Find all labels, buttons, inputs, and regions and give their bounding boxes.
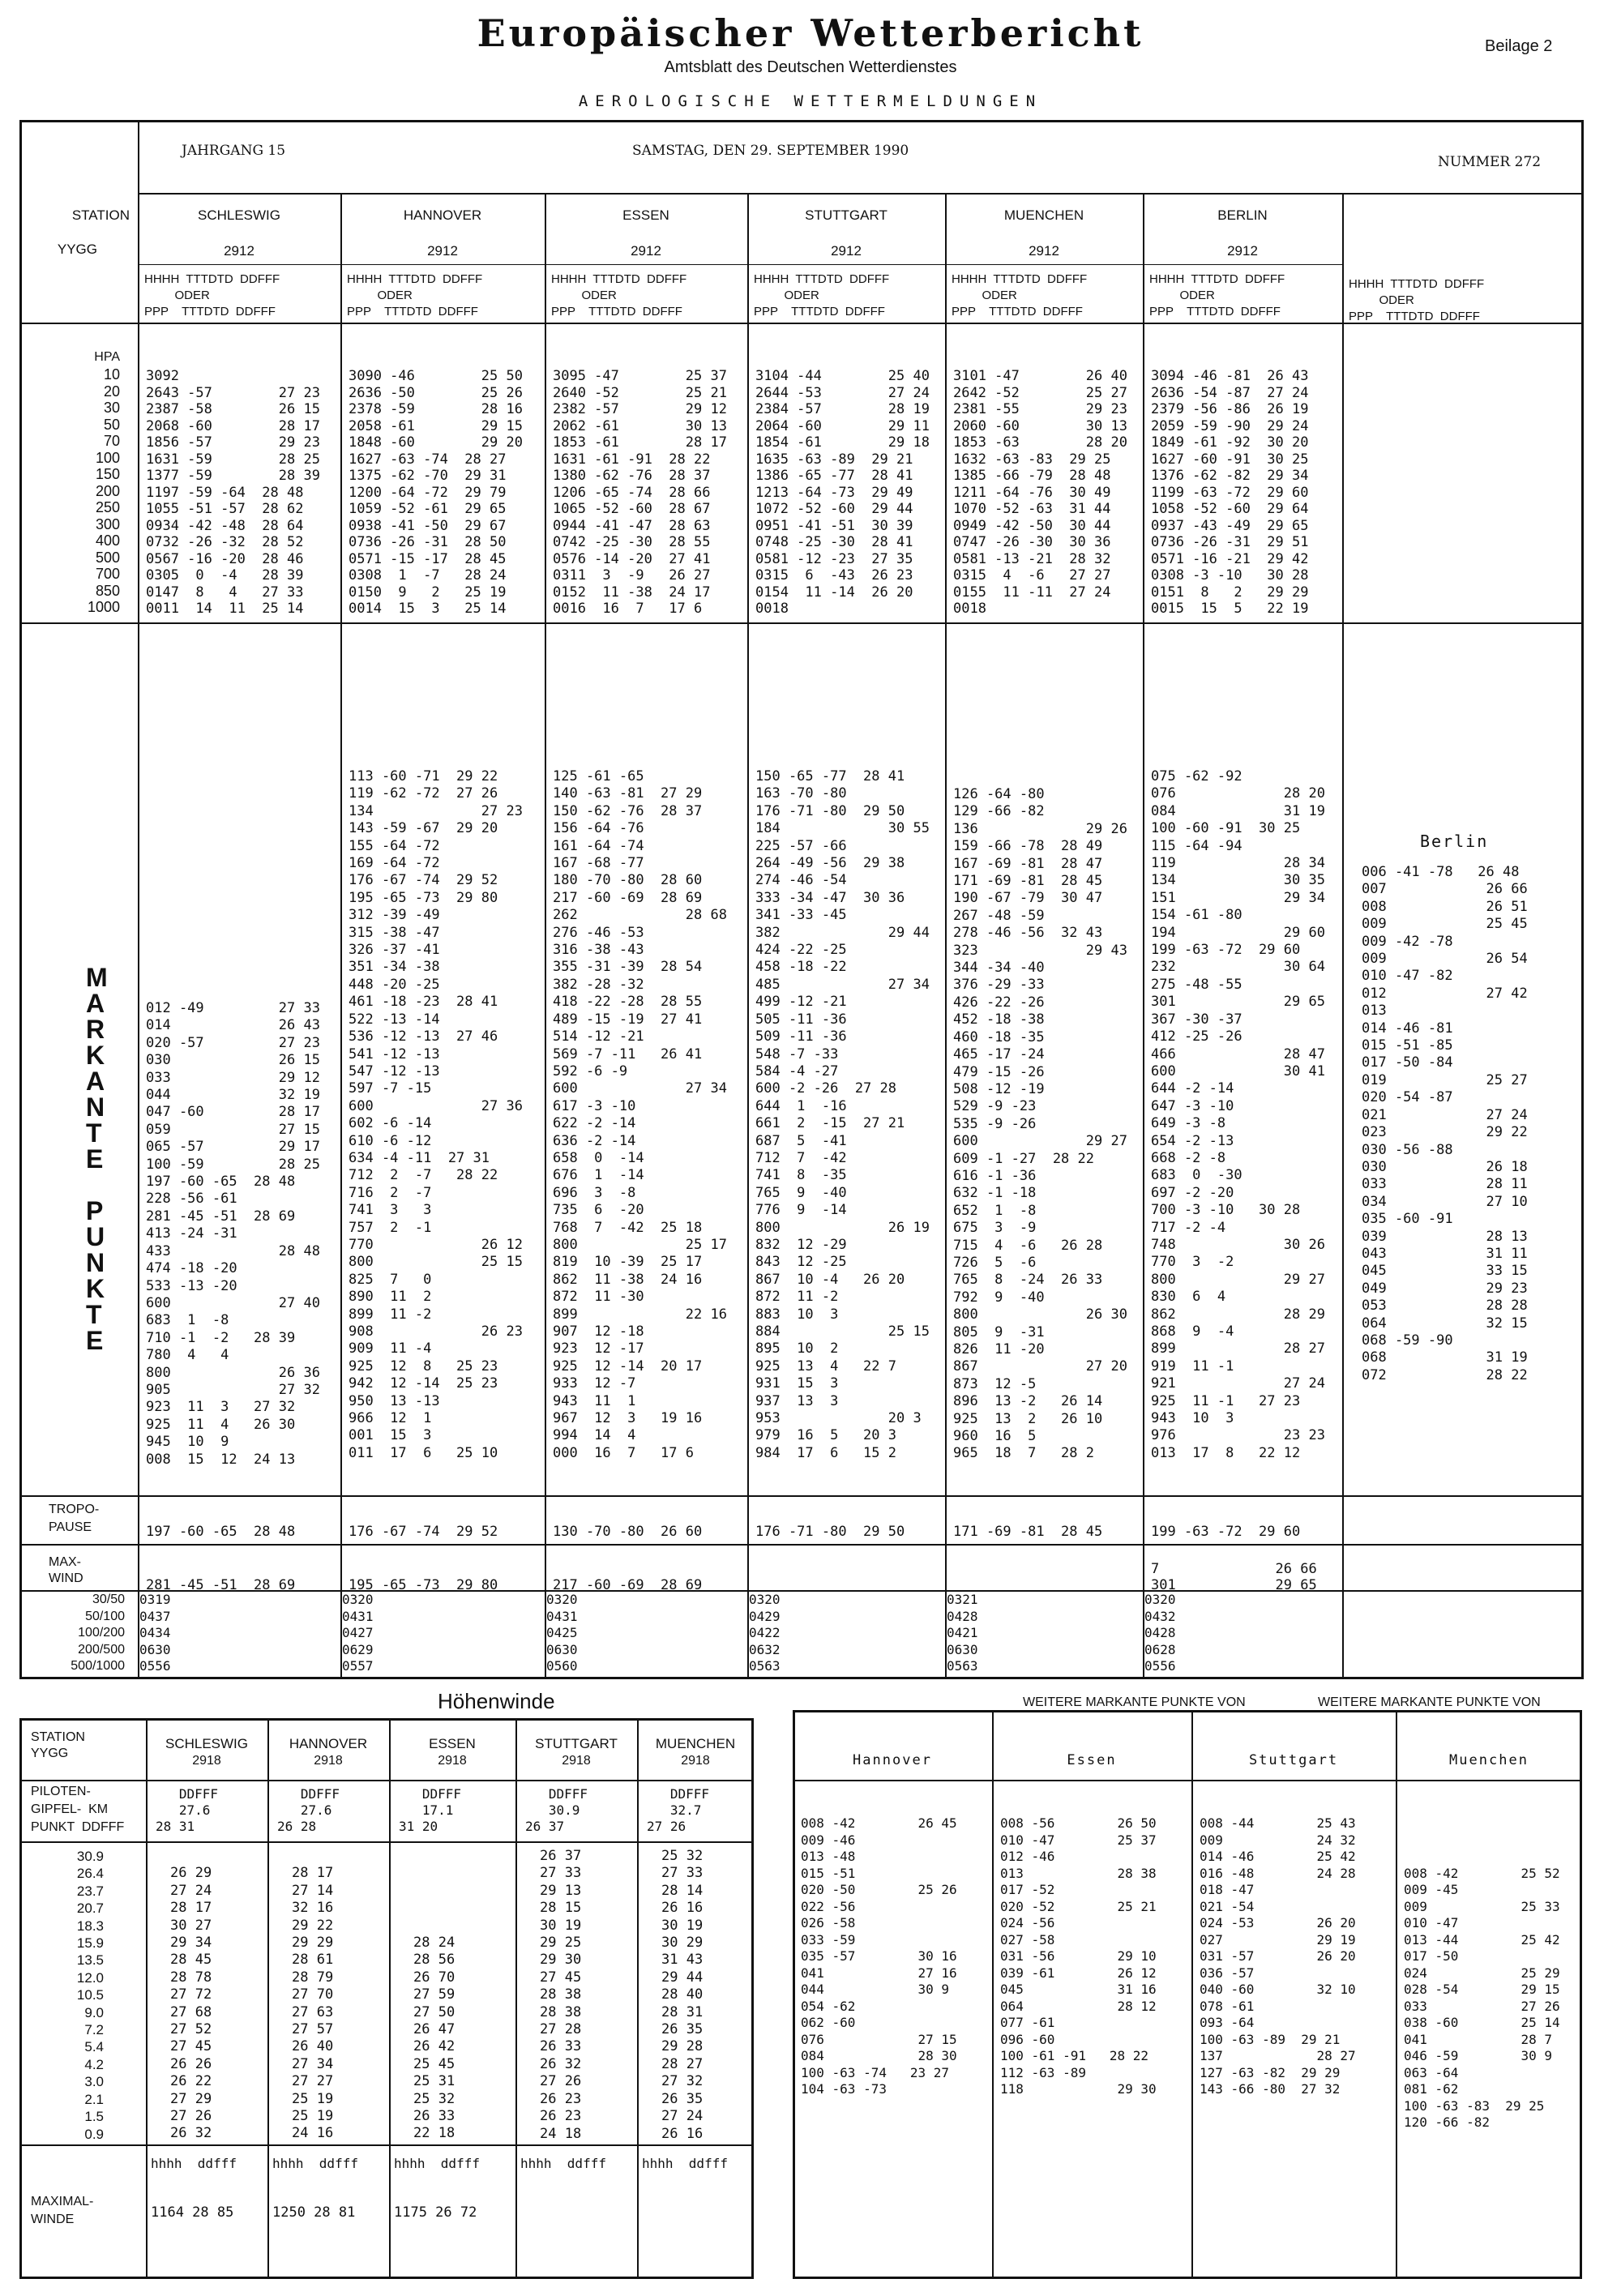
markante-punkte-data: 075 -62 -92 076 28 20 084 31 19 100 -60 -91 30 25 115 -64 -94 119 28 34 134 30 35 151 29 34 154 -61 -80 194 29 60 199 -63 -72 29 60 232 30 64 275 -48 -55 301 29 65 367 -30 -37 412 -25 -26 466 28 47 600 30 41 644 -2 -14 647 -3 -10 649 -3 -8 654 -2 -13 668 -2 -8 683 0 -30 697 -2 -20 700 -3 -10 30 28 717 -2 -4 748 30 26 770 3 -2 800 29 27 830 6 4 862 28 29 868 9 -4 899 28 27 919 11 -1 921 27 24 925 11 -1 27 23 943 10 3 976 23 23 013 17 8 22 12 [1151, 768, 1325, 1461]
maxwinde-header: hhhh ddfff [642, 2156, 728, 2171]
weitere-data: 008 -42 25 52 009 -45 009 25 33 010 -47 013 -44 25 42 017 -50 024 25 29 028 -54 29 15 033 27 26 038 -60 25 14 041 28 7 046 -59 30 9 063 -64 081 -62 100 -63 -83 29 25 120 -66 -82 [1404, 1865, 1560, 2130]
station-column-berlin [1143, 193, 1342, 1679]
maxwind-data: 195 -65 -73 29 80 [349, 1577, 498, 1593]
standard-levels-data: 3104 -44 25 40 2644 -53 27 24 2384 -57 28 19 2064 -60 29 11 1854 -61 29 18 1635 -63 -89 29 21 1386 -65 -77 28 41 1213 -64 -73 29 49 1072 -52 -60 29 44 0951 -41 -51 30 39 0748 -25 -30 28 41 0581 -12 -23 27 35 0315 6 -43 26 23 0154 11 -14 26 20 0018 [755, 368, 930, 617]
pilot-wind-data: 26 29 27 24 28 17 30 27 29 34 28 45 28 78 27 72 27 68 27 52 27 45 26 26 26 22 27 29 27 26 26 32 [170, 1865, 212, 2142]
jahrgang-label: JAHRGANG 15 [182, 143, 286, 159]
weitere-column-muenchen [1396, 1710, 1582, 2279]
page-subtitle: Amtsblatt des Deutschen Wetterdienstes [664, 58, 957, 76]
shear-data: 0320 0431 0427 0629 0557 [342, 1592, 374, 1674]
col-header: HHHH TTTDTD DDFFF [551, 272, 687, 286]
standard-levels-data: 3092 2643 -57 27 23 2387 -58 26 15 2068 -60 28 17 1856 -57 29 23 1631 -59 28 25 1377 -59 28 39 1197 -59 -64 28 48 1055 -51 -57 28 62 0934 -42 -48 28 64 0732 -26 -32 28 52 0567 -16 -20 28 46 0305 0 -4 28 39 0147 8 4 27 33 0011 14 11 25 14 [146, 368, 320, 617]
pilot-station-yygg: 2918 [192, 1754, 221, 1768]
col-header-oder: ODER [1149, 289, 1215, 302]
markante-punkte-data: 126 -64 -80 129 -66 -82 136 29 26 159 -66 -78 28 49 167 -69 -81 28 47 171 -69 -81 28 45 190 -67 -79 30 47 267 -48 -59 278 -46 -56 32 43 323 29 43 344 -34 -40 376 -29 -33 426 -22 -26 452 -18 -38 460 -18 -35 465 -17 -24 479 -15 -26 508 -12 -19 529 -9 -23 535 -9 -26 600 29 27 609 -1 -27 28 22 616 -1 -36 632 -1 -18 652 1 -8 675 3 -9 715 4 -6 26 28 726 5 -6 765 8 -24 26 33 792 9 -40 800 26 30 805 9 -31 826 11 -20 867 27 20 873 12 -5 896 13 -2 26 14 925 13 2 26 10 960 16 5 965 18 7 28 2 [953, 786, 1127, 1462]
markante-punkte-label: M A R K A N T E P U N K T E [86, 963, 108, 1355]
maxwinde-data: 1175 26 72 [394, 2204, 477, 2221]
pilot-peak-data: DDFFF 17.1 31 20 [399, 1786, 462, 1834]
pilot-station-yygg: 2918 [681, 1754, 710, 1768]
piloten-label: PILOTEN- GIPFEL- KM PUNKT DDFFF [31, 1785, 125, 1834]
shear-data: 0320 0429 0422 0632 0563 [749, 1592, 781, 1674]
maxwinde-label: MAXIMAL- WINDE [31, 2195, 94, 2226]
col-header-2: PPP TTTDTD DDFFF [144, 305, 276, 319]
pilot-wind-data: 28 24 28 56 26 70 27 59 27 50 26 47 26 42 25 45 25 31 25 32 26 33 22 18 [413, 1935, 456, 2142]
station-name: MUENCHEN [1003, 207, 1084, 223]
station-name: SCHLESWIG [197, 207, 281, 223]
standard-levels-data: 3101 -47 26 40 2642 -52 25 27 2381 -55 29 23 2060 -60 30 13 1853 -63 28 20 1632 -63 -83 29 25 1385 -66 -79 28 48 1211 -64 -76 30 49 1070 -52 -63 31 44 0949 -42 -50 30 44 0747 -26 -30 30 36 0581 -13 -21 28 32 0315 4 -6 27 27 0155 11 -11 27 24 0018 [953, 368, 1127, 617]
tropopause-data: 171 -69 -81 28 45 [953, 1524, 1103, 1540]
pilot-wind-data: 28 17 27 14 32 16 29 22 29 29 28 61 28 79 27 70 27 63 27 57 26 40 27 34 27 27 25 19 25 19 24 16 [292, 1865, 334, 2142]
hoehenwinde-title: Höhenwinde [438, 1689, 555, 1713]
pilot-station-name: STUTTGART [535, 1736, 618, 1751]
station-column-stuttgart [747, 193, 945, 1679]
maxwind-data: 217 -60 -69 28 69 [553, 1577, 703, 1593]
shear-data: 0321 0428 0421 0630 0563 [947, 1592, 978, 1674]
weitere-label-2: WEITERE MARKANTE PUNKTE VON [1318, 1695, 1541, 1709]
station-yygg: 2912 [631, 243, 661, 259]
pilot-column-hannover [267, 1718, 389, 2279]
weitere-station-name: Essen [1067, 1752, 1117, 1768]
standard-levels-data: 3094 -46 -81 26 43 2636 -54 -87 27 24 2379 -56 -86 26 19 2059 -59 -90 29 24 1849 -61 -92 30 20 1627 -60 -91 30 25 1376 -62 -82 29 34 1199 -63 -72 29 60 1058 -52 -60 29 64 0937 -43 -49 29 65 0736 -26 -31 29 51 0571 -16 -21 29 42 0308 -3 -10 30 28 0151 8 2 29 29 0015 15 5 22 19 [1151, 368, 1309, 617]
pilot-station-yygg: 2918 [438, 1754, 467, 1768]
maxwinde-header: hhhh ddfff [520, 2156, 606, 2171]
station-yygg: 2912 [831, 243, 862, 259]
page-title: Europäischer Wetterbericht [477, 11, 1144, 55]
tropopause-data: 176 -71 -80 29 50 [755, 1524, 905, 1540]
pilot-wind-data: 25 32 27 33 28 14 26 16 30 19 30 29 31 43 29 44 28 40 28 31 26 35 29 28 28 27 27 32 26 35 27 24 26 16 [661, 1848, 704, 2142]
pilot-station-name: ESSEN [429, 1736, 476, 1751]
col-header: HHHH TTTDTD DDFFF [754, 272, 890, 286]
col-header-oder: ODER [754, 289, 819, 302]
weitere-data: 008 -42 26 45 009 -46 013 -48 015 -51 020 -50 25 26 022 -56 026 -58 033 -59 035 -57 30 16 041 27 16 044 30 9 054 -62 062 -60 076 27 15 084 28 30 100 -63 -74 23 27 104 -63 -73 [801, 1815, 957, 2097]
station-name: ESSEN [622, 207, 669, 223]
station-column-muenchen [945, 193, 1143, 1679]
shear-labels: 30/50 50/100 100/200 200/500 500/1000 [71, 1593, 125, 1673]
col-header-2: PPP TTTDTD DDFFF [1349, 310, 1480, 323]
station-column-schleswig [138, 193, 340, 1679]
tropopause-data: 199 -63 -72 29 60 [1151, 1524, 1301, 1540]
extra-berlin-column [1342, 193, 1584, 622]
col-header-2: PPP TTTDTD DDFFF [347, 305, 478, 319]
col-header: HHHH TTTDTD DDFFF [347, 272, 483, 286]
date-label: SAMSTAG, DEN 29. SEPTEMBER 1990 [632, 143, 909, 159]
weitere-label-1: WEITERE MARKANTE PUNKTE VON [1023, 1695, 1246, 1709]
markante-punkte-data: 150 -65 -77 28 41 163 -70 -80 176 -71 -80 29 50 184 30 55 225 -57 -66 264 -49 -56 29 38 274 -46 -54 333 -34 -47 30 36 341 -33 -45 382 29 44 424 -22 -25 458 -18 -22 485 27 34 499 -12 -21 505 -11 -36 509 -11 -36 548 -7 -33 584 -4 -27 600 -2 -26 27 28 644 1 -16 661 2 -15 27 21 687 5 -41 712 7 -42 741 8 -35 765 9 -40 776 9 -14 800 26 19 832 12 -29 843 12 -25 867 10 -4 26 20 872 11 -2 883 10 3 884 25 15 895 10 2 925 13 4 22 7 931 15 3 937 13 3 953 20 3 979 16 5 20 3 984 17 6 15 2 [755, 768, 930, 1461]
pilot-peak-data: DDFFF 32.7 27 26 [647, 1786, 710, 1834]
col-header-2: PPP TTTDTD DDFFF [551, 305, 682, 319]
station-column-essen [545, 193, 747, 1679]
maxwinde-header: hhhh ddfff [272, 2156, 358, 2171]
pilot-station-name: MUENCHEN [655, 1736, 736, 1751]
pilot-wind-data: 26 37 27 33 29 13 28 15 30 19 29 25 29 30 27 45 28 38 28 38 27 28 26 33 26 32 27 26 26 23 26 23 24 18 [540, 1848, 582, 2142]
pressure-levels: 10 20 30 50 70 100 150 200 250 300 400 500 700 850 1000 [87, 366, 120, 615]
station-yygg: 2912 [224, 243, 254, 259]
pilot-station-yygg: 2918 [314, 1754, 343, 1768]
col-header-oder: ODER [952, 289, 1017, 302]
weitere-station-name: Stuttgart [1248, 1752, 1339, 1768]
km-levels: 30.9 26.4 23.7 20.7 18.3 15.9 13.5 12.0 10.5 9.0 7.2 5.4 4.2 3.0 2.1 1.5 0.9 [76, 1849, 104, 2142]
pilot-peak-data: DDFFF 30.9 26 37 [525, 1786, 588, 1834]
pilot-station-name: HANNOVER [289, 1736, 368, 1751]
tropopause-data: 176 -67 -74 29 52 [349, 1524, 498, 1540]
weitere-station-name: Hannover [853, 1752, 932, 1768]
pilot-column-stuttgart [515, 1718, 637, 2279]
markante-punkte-data: 125 -61 -65 140 -63 -81 27 29 150 -62 -76 28 37 156 -64 -76 161 -64 -74 167 -68 -77 180 -70 -80 28 60 217 -60 -69 28 69 262 28 68 276 -46 -53 316 -38 -43 355 -31 -39 28 54 382 -28 -32 418 -22 -28 28 55 489 -15 -19 27 41 514 -12 -21 569 -7 -11 26 41 592 -6 -9 600 27 34 617 -3 -10 622 -2 -14 636 -2 -14 658 0 -14 676 1 -14 696 3 -8 735 6 -20 768 7 -42 25 18 800 25 17 819 10 -39 25 17 862 11 -38 24 16 872 11 -30 899 22 16 907 12 -18 923 12 -17 925 12 -14 20 17 933 12 -7 943 11 1 967 12 3 19 16 994 14 4 000 16 7 17 6 [553, 768, 727, 1461]
hpa-label: HPA [94, 350, 120, 364]
maxwinde-data: 1164 28 85 [151, 2204, 234, 2221]
col-header-2: PPP TTTDTD DDFFF [952, 305, 1083, 319]
tropopause-data: 130 -70 -80 26 60 [553, 1524, 703, 1540]
col-header-oder: ODER [1349, 293, 1414, 307]
standard-levels-data: 3090 -46 25 50 2636 -50 25 26 2378 -59 28 16 2058 -61 29 15 1848 -60 29 20 1627 -63 -74 28 27 1375 -62 -70 29 31 1200 -64 -72 29 79 1059 -52 -61 29 65 0938 -41 -50 29 67 0736 -26 -31 28 50 0571 -15 -17 28 45 0308 1 -7 28 24 0150 9 2 25 19 0014 15 3 25 14 [349, 368, 523, 617]
weitere-column-stuttgart [1191, 1710, 1396, 2279]
markante-punkte-data: 113 -60 -71 29 22 119 -62 -72 27 26 134 27 23 143 -59 -67 29 20 155 -64 -72 169 -64 -72 176 -67 -74 29 52 195 -65 -73 29 80 312 -39 -49 315 -38 -47 326 -37 -41 351 -34 -38 448 -20 -25 461 -18 -23 28 41 522 -13 -14 536 -12 -13 27 46 541 -12 -13 547 -12 -13 597 -7 -15 600 27 36 602 -6 -14 610 -6 -12 634 -4 -11 27 31 712 2 -7 28 22 716 2 -7 741 3 3 757 2 -1 770 26 12 800 25 15 825 7 0 890 11 2 899 11 -2 908 26 23 909 11 -4 925 12 8 25 23 942 12 -14 25 23 950 13 -13 966 12 1 001 15 3 011 17 6 25 10 [349, 768, 523, 1461]
col-header-2: PPP TTTDTD DDFFF [754, 305, 885, 319]
extra-berlin-data: 006 -41 -78 26 48 007 26 66 008 26 51 009 25 45 009 -42 -78 009 26 54 010 -47 -82 012 27 42 013 014 -46 -81 015 -51 -85 017 -50 -84 019 25 27 020 -54 -87 021 27 24 023 29 22 030 -56 -88 030 26 18 033 28 11 034 27 10 035 -60 -91 039 28 13 043 31 11 045 33 15 049 29 23 053 28 28 064 32 15 068 -59 -90 068 31 19 072 28 22 [1362, 864, 1528, 1383]
col-header: HHHH TTTDTD DDFFF [144, 272, 280, 286]
col-header: HHHH TTTDTD DDFFF [1349, 277, 1485, 291]
station-column-hannover [340, 193, 545, 1679]
station-yygg: 2912 [1227, 243, 1258, 259]
pilot-station-yygg: 2918 [562, 1754, 591, 1768]
tropopause-data: 197 -60 -65 28 48 [146, 1524, 296, 1540]
col-header-oder: ODER [347, 289, 413, 302]
nummer-label: NUMMER 272 [1438, 154, 1542, 170]
station-yygg: 2912 [427, 243, 458, 259]
maxwind-label: MAX- WIND [49, 1555, 83, 1585]
pilot-peak-data: DDFFF 27.6 28 31 [156, 1786, 219, 1834]
station-label: STATION [71, 207, 130, 223]
col-header-oder: ODER [551, 289, 617, 302]
station-name: HANNOVER [403, 207, 482, 223]
maxwinde-data: 1250 28 81 [272, 2204, 356, 2221]
pilot-station-name: SCHLESWIG [165, 1736, 249, 1751]
extra-berlin-title: Berlin [1420, 832, 1489, 851]
shear-data: 0320 0431 0425 0630 0560 [546, 1592, 578, 1674]
tropopause-label: TROPO- PAUSE [49, 1503, 100, 1534]
col-header-oder: ODER [144, 289, 210, 302]
station-name: STUTTGART [805, 207, 887, 223]
col-header-2: PPP TTTDTD DDFFF [1149, 305, 1281, 319]
bottom-station-label: STATION YYGG [31, 1730, 85, 1760]
maxwind-data: 7 26 66 301 29 65 [1151, 1561, 1317, 1593]
pilot-column-schleswig [146, 1718, 267, 2279]
markante-punkte-data: 012 -49 27 33 014 26 43 020 -57 27 23 030 26 15 033 29 12 044 32 19 047 -60 28 17 059 27 15 065 -57 29 17 100 -59 28 25 197 -60 -65 28 48 228 -56 -61 281 -45 -51 28 69 413 -24 -31 433 28 48 474 -18 -20 533 -13 -20 600 27 40 683 1 -8 710 -1 -2 28 39 780 4 4 800 26 36 905 27 32 923 11 3 27 32 925 11 4 26 30 945 10 9 008 15 12 24 13 [146, 1000, 320, 1468]
yygg-label: YYGG [57, 242, 97, 257]
maxwinde-header: hhhh ddfff [151, 2156, 237, 2171]
col-header: HHHH TTTDTD DDFFF [1149, 272, 1285, 286]
standard-levels-data: 3095 -47 25 37 2640 -52 25 21 2382 -57 29 12 2062 -61 30 13 1853 -61 28 17 1631 -61 -91 28 22 1380 -62 -76 28 37 1206 -65 -74 28 66 1065 -52 -60 28 67 0944 -41 -47 28 63 0742 -25 -30 28 55 0576 -14 -20 27 41 0311 3 -9 26 27 0152 11 -38 24 17 0016 16 7 17 6 [553, 368, 727, 617]
shear-data: 0320 0432 0428 0628 0556 [1144, 1592, 1176, 1674]
weitere-station-name: Muenchen [1449, 1752, 1529, 1768]
weitere-column-hannover [793, 1710, 992, 2279]
shear-data: 0319 0437 0434 0630 0556 [139, 1592, 171, 1674]
maxwind-data: 281 -45 -51 28 69 [146, 1577, 296, 1593]
weitere-data: 008 -56 26 50 010 -47 25 37 012 -46 013 28 38 017 -52 020 -52 25 21 024 -56 027 -58 031 -56 29 10 039 -61 26 12 045 31 16 064 28 12 077 -61 096 -60 100 -61 -91 28 22 112 -63 -89 118 29 30 [1000, 1815, 1157, 2097]
pilot-column-essen [389, 1718, 515, 2279]
beilage-label: Beilage 2 [1485, 37, 1553, 55]
weitere-column-essen [992, 1710, 1191, 2279]
pilot-column-muenchen [637, 1718, 754, 2279]
station-yygg: 2912 [1029, 243, 1059, 259]
weitere-data: 008 -44 25 43 009 24 32 014 -46 25 42 016 -48 24 28 018 -47 021 -54 024 -53 26 20 027 29 19 031 -57 26 20 036 -57 040 -60 32 10 078 -61 093 -64 100 -63 -89 29 21 137 28 27 127 -63 -82 29 29 143 -66 -80 27 32 [1200, 1815, 1356, 2097]
maxwinde-header: hhhh ddfff [394, 2156, 480, 2171]
col-header: HHHH TTTDTD DDFFF [952, 272, 1088, 286]
section-title: AEROLOGISCHE WETTERMELDUNGEN [578, 92, 1043, 110]
station-name: BERLIN [1217, 207, 1268, 223]
pilot-peak-data: DDFFF 27.6 26 28 [277, 1786, 340, 1834]
